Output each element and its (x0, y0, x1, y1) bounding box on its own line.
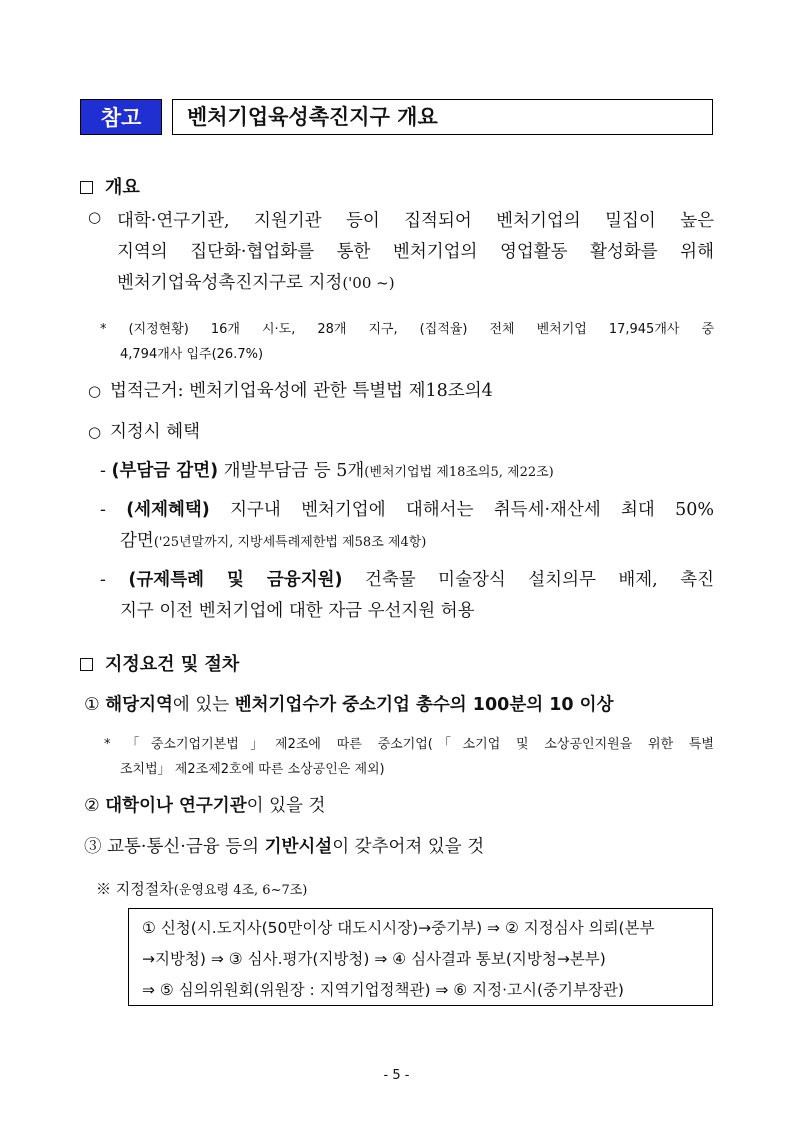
requirement-3: ③ 교통·통신·금융 등의 기반시설이 갖추어져 있을 것 (84, 837, 485, 857)
checkbox-square-icon (80, 181, 93, 194)
procedure-line-1: ① 신청(시.도지사(50만이상 대도시시장)→중기부) ⇒ ② 지정심사 의뢰(본부 (142, 919, 655, 937)
note-designation-status-line1: * (지정현황) 16개 시·도, 28개 지구, (집적율) 전체 벤처기업 17,945개사 중 (100, 322, 714, 337)
section-heading-overview: 개요 (80, 173, 140, 199)
overview-item-1-line1: 대학·연구기관, 지원기관 등이 집적되어 벤처기업의 밀집이 높은 (117, 211, 714, 231)
benefit-1: - (부담금 감면) 개발부담금 등 5개(벤처기업법 제18조의5, 제22조) (100, 461, 554, 481)
reference-tag: 참고 (80, 99, 162, 135)
benefit-2-line1: - (세제혜택) 지구내 벤처기업에 대해서는 취득세·재산세 최대 50% (100, 500, 714, 520)
page-title: 벤처기업육성촉진지구 개요 (172, 99, 713, 135)
overview-item-3: ○ 지정시 혜택 (88, 422, 201, 442)
benefit-3-line1: - (규제특례 및 금융지원) 건축물 미술장식 설치의무 배제, 촉진 (100, 570, 715, 590)
note-sme-definition-line2: 조치법」 제2조제2호에 따른 소상공인은 제외) (120, 762, 385, 777)
requirement-2: ② 대학이나 연구기관이 있을 것 (84, 796, 326, 816)
note-sme-definition-line1: * 「중소기업기본법」제2조에 따른 중소기업(「소기업 및 소상공인지원을 위한 특별 (104, 737, 714, 752)
overview-item-1-line3: 벤처기업육성촉진지구로 지정('00 ~) (117, 273, 395, 293)
overview-item-1-line2: 지역의 집단화·협업화를 통한 벤처기업의 영업활동 활성화를 위해 (117, 242, 714, 262)
procedure-title: ※ 지정절차(운영요령 4조, 6~7조) (96, 880, 308, 898)
requirement-1: ① 해당지역에 있는 벤처기업수가 중소기업 총수의 100분의 10 이상 (84, 695, 614, 715)
procedure-line-3: ⇒ ⑤ 심의위원회(위원장 : 지역기업정책관) ⇒ ⑥ 지정·고시(중기부장관) (142, 981, 624, 999)
note-designation-status-line2: 4,794개사 입주(26.7%) (120, 347, 264, 362)
benefit-3-line2: 지구 이전 벤처기업에 대한 자금 우선지원 허용 (120, 601, 475, 621)
procedure-line-2: →지방청) ⇒ ③ 심사.평가(지방청) ⇒ ④ 심사결과 통보(지방청→본부) (142, 950, 606, 968)
section-heading-requirements: 지정요건 및 절차 (80, 650, 239, 676)
procedure-box (128, 908, 713, 1006)
benefit-2-line2: 감면('25년말까지, 지방세특례제한법 제58조 제4항) (120, 531, 427, 551)
page-number: - 5 - (383, 1068, 410, 1083)
overview-item-1-bullet: ○ (88, 208, 102, 226)
checkbox-square-icon (80, 658, 93, 671)
overview-item-2: ○ 법적근거: 벤처기업육성에 관한 특별법 제18조의4 (88, 381, 493, 401)
